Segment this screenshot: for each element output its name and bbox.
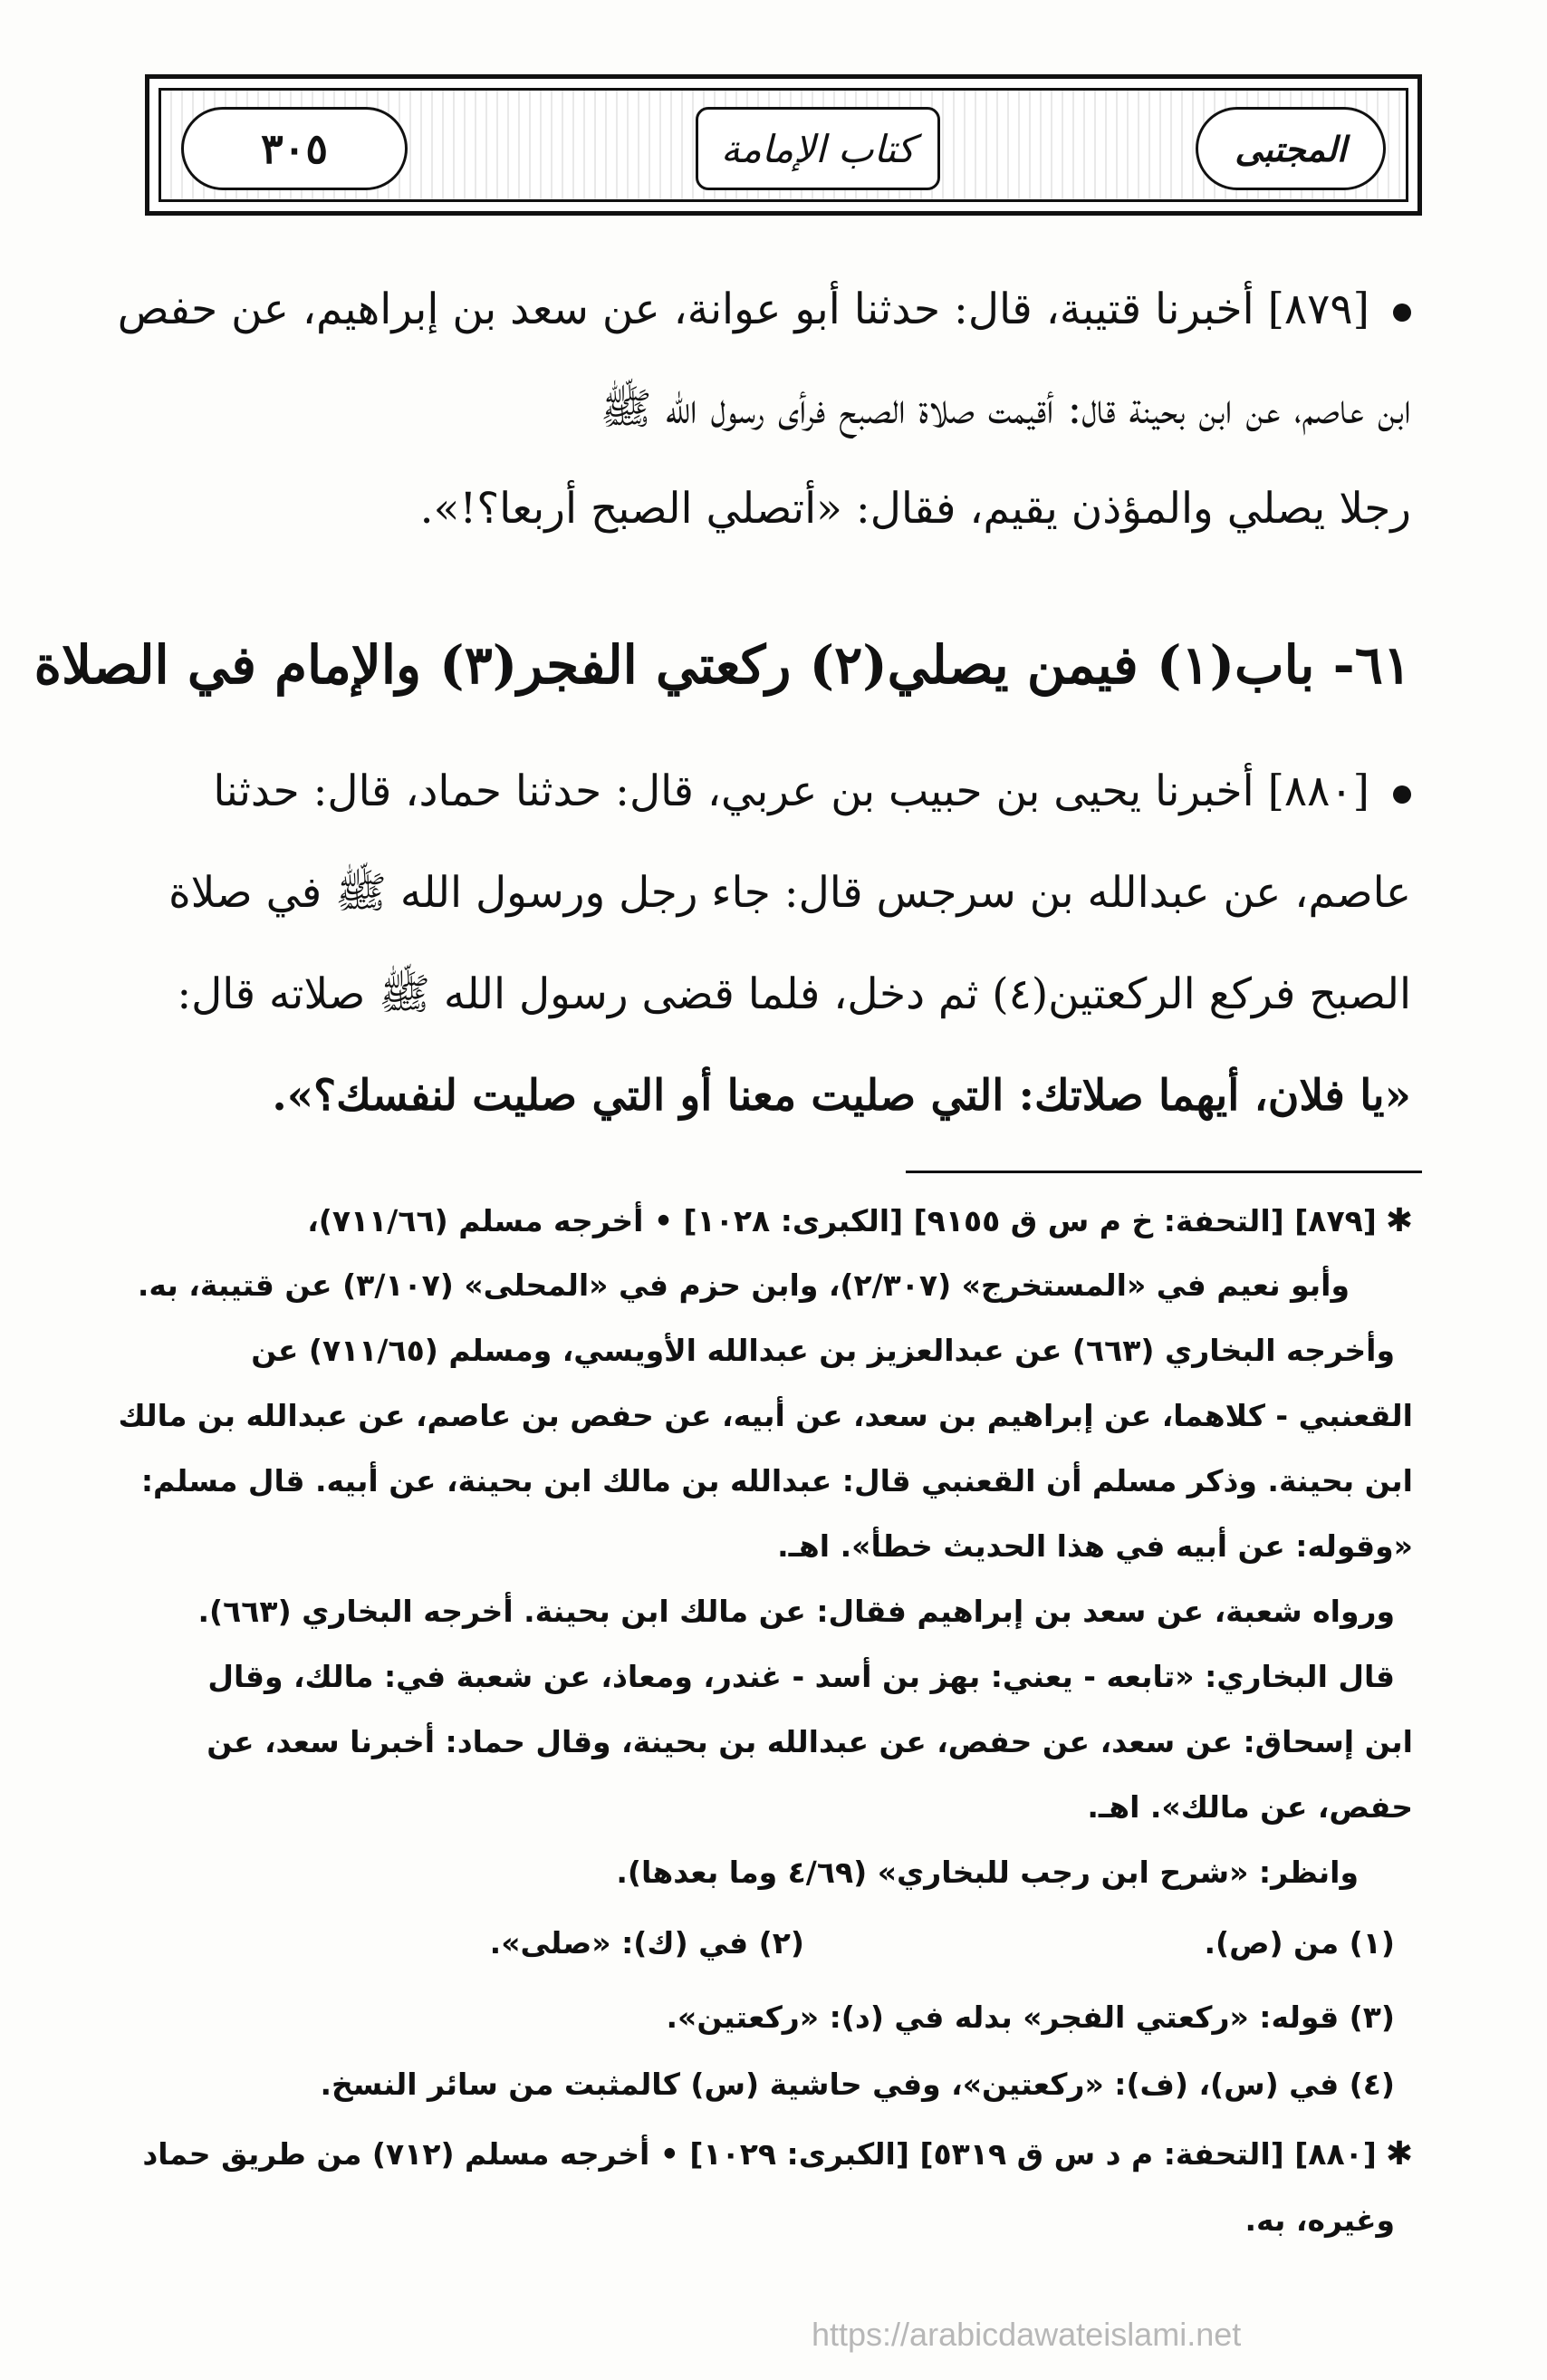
star-icon: ✱ bbox=[1385, 2135, 1413, 2173]
footnote-separator bbox=[906, 1171, 1422, 1173]
hadith-line: الصبح فركع الركعتين(٤) ثم دخل، فلما قضى رسول الله ﷺ صلاته قال: bbox=[177, 969, 1411, 1019]
hadith-line: ابن عاصم، عن ابن بحينة قال: أقيمت صلاة الصبح فرأى رسول الله ﷺ bbox=[600, 384, 1411, 434]
footnote-line: حفص، عن مالك». اهـ. bbox=[1087, 1789, 1413, 1825]
footnote-3: (٣) قوله: «ركعتي الفجر» بدله في (د): «ركعتين». bbox=[666, 1999, 1395, 2035]
footnote-line: ورواه شعبة، عن سعد بن إبراهيم فقال: عن مالك ابن بحينة. أخرجه البخاري (٦٦٣). bbox=[197, 1594, 1395, 1629]
footnote-1: (١) من (ص). bbox=[1204, 1925, 1395, 1961]
section-heading: ٦١- باب(١) فيمن يصلي(٢) ركعتي الفجر(٣) والإمام في الصلاة bbox=[34, 634, 1411, 696]
bullet-icon bbox=[1393, 304, 1411, 322]
hadith-line: رجلا يصلي والمؤذن يقيم، فقال: «أتصلي الصبح أربعا؟!». bbox=[419, 484, 1411, 534]
footnote-line: وأبو نعيم في «المستخرج» (٢/٣٠٧)، وابن حزم في «المحلى» (٣/١٠٧) عن قتيبة، به. bbox=[137, 1267, 1350, 1303]
chapter-title: كتاب الإمامة bbox=[696, 107, 940, 190]
footnote-2: (٢) في (ك): «صلى». bbox=[489, 1925, 804, 1961]
ornamental-border bbox=[159, 88, 1408, 202]
footnote-line: [٨٧٩] [التحفة: خ م س ق ٩١٥٥] [الكبرى: ١٠٢٨] • أخرجه مسلم (٧١١/٦٦)، bbox=[307, 1203, 1377, 1238]
footnote-line: وانظر: «شرح ابن رجب للبخاري» (٤/٦٩ وما بعدها). bbox=[616, 1855, 1359, 1890]
hadith-line: عاصم، عن عبدالله بن سرجس قال: جاء رجل ورسول الله ﷺ في صلاة bbox=[168, 868, 1411, 918]
star-icon: ✱ bbox=[1385, 1202, 1413, 1239]
footnote-line: ابن إسحاق: عن سعد، عن حفص، عن عبدالله بن بحينة، وقال حماد: أخبرنا سعد، عن bbox=[207, 1724, 1413, 1759]
book-name: المجتبى bbox=[1196, 107, 1386, 190]
page-header bbox=[145, 74, 1422, 216]
footnote-line: القعنبي - كلاهما، عن إبراهيم بن سعد، عن أبيه، عن حفص بن عاصم، عن عبدالله بن مالك bbox=[118, 1398, 1413, 1433]
page-number: ٣٠٥ bbox=[181, 107, 408, 190]
footnote-line: ابن بحينة. وذكر مسلم أن القعنبي قال: عبدالله بن مالك ابن بحينة، عن أبيه. قال مسلم: bbox=[140, 1463, 1413, 1498]
hadith-line: [٨٨٠] أخبرنا يحيى بن حبيب بن عربي، قال: حدثنا حماد، قال: حدثنا bbox=[213, 766, 1369, 816]
footnote-line: وغيره، به. bbox=[1244, 2202, 1395, 2238]
footnote-line: وأخرجه البخاري (٦٦٣) عن عبدالعزيز بن عبدالله الأويسي، ومسلم (٧١١/٦٥) عن bbox=[251, 1333, 1395, 1368]
watermark-url: https://arabicdawateislami.net bbox=[812, 2316, 1242, 2353]
hadith-line: [٨٧٩] أخبرنا قتيبة، قال: حدثنا أبو عوانة، عن سعد بن إبراهيم، عن حفص bbox=[117, 284, 1369, 334]
footnote-line: [٨٨٠] [التحفة: م د س ق ٥٣١٩] [الكبرى: ١٠٢٩] • أخرجه مسلم (٧١٢) من طريق حماد bbox=[142, 2136, 1377, 2172]
footnote-line: «وقوله: عن أبيه في هذا الحديث خطأ». اهـ. bbox=[777, 1528, 1413, 1564]
footnote-line: قال البخاري: «تابعه - يعني: بهز بن أسد - غندر، ومعاذ، عن شعبة في: مالك، وقال bbox=[207, 1659, 1395, 1694]
footnote-4: (٤) في (س)، (ف): «ركعتين»، وفي حاشية (س) كالمثبت من سائر النسخ. bbox=[320, 2067, 1395, 2102]
hadith-line: «يا فلان، أيهما صلاتك: التي صليت معنا أو التي صليت لنفسك؟». bbox=[272, 1071, 1411, 1121]
bullet-icon bbox=[1393, 785, 1411, 804]
